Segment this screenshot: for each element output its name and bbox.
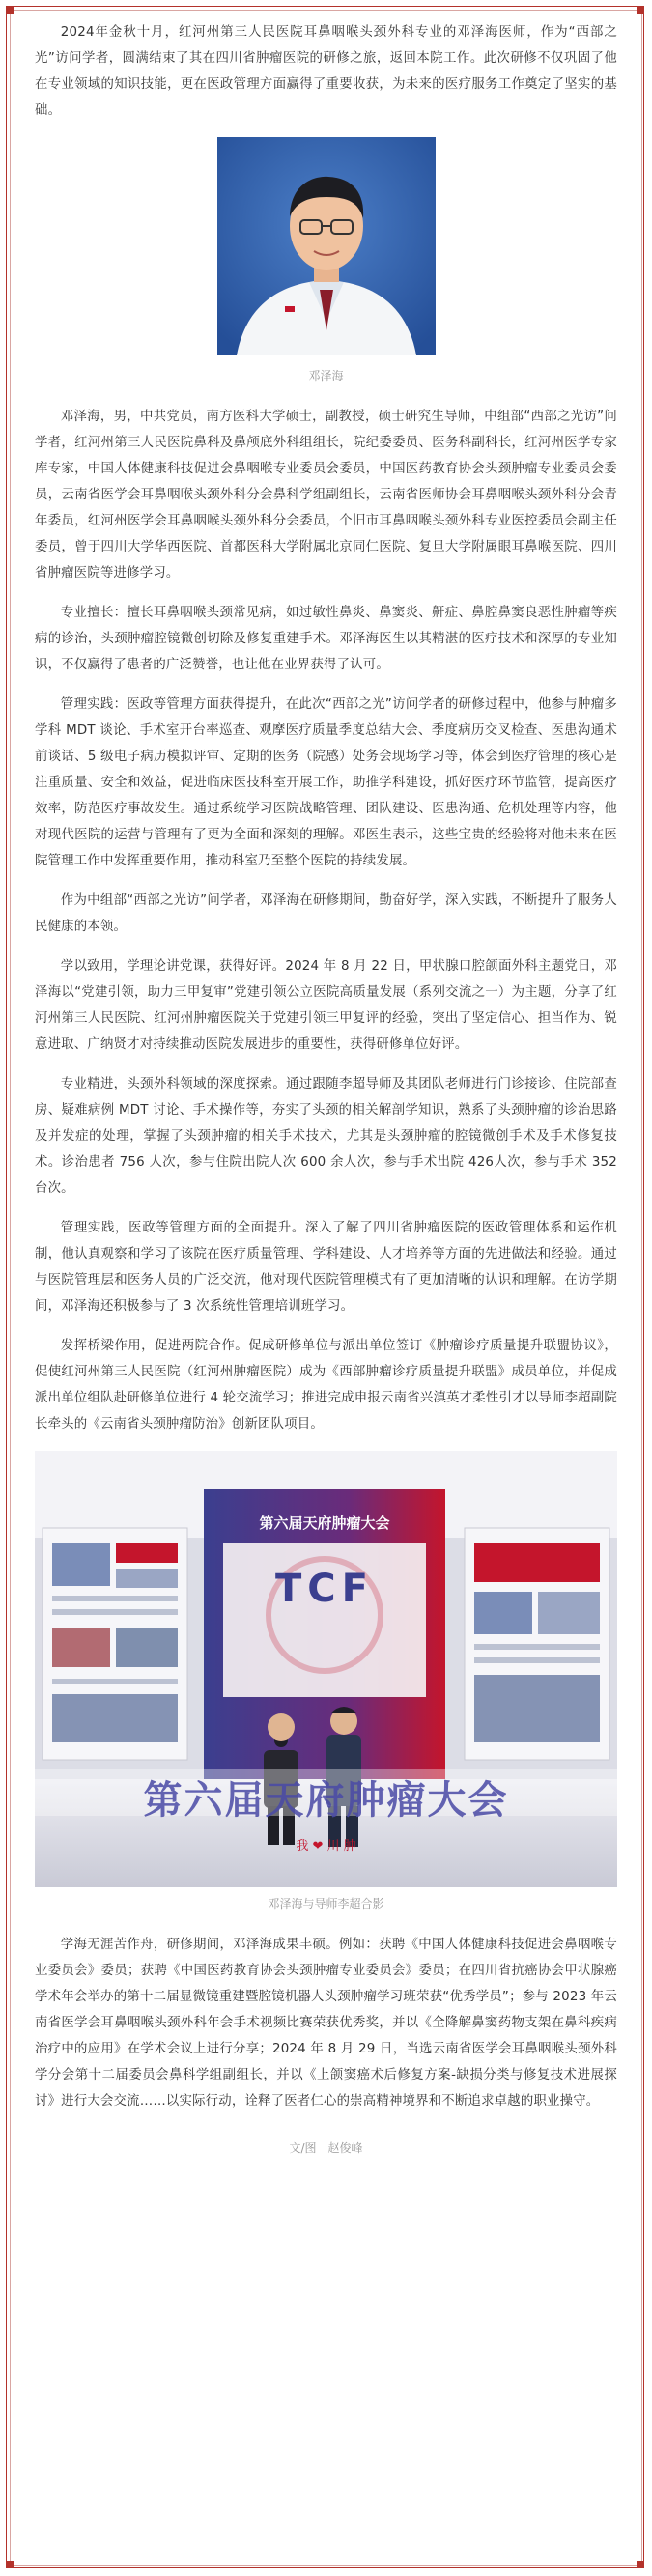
admin-practice-paragraph: 管理实践，医政等管理方面的全面提升。深入了解了四川省肿瘤医院的医政管理体系和运作机制，他认真观察和学习了该院在医疗质量管理、学科建设、人才培养等方面的先进做法和经验。通过与医院管理层和医务人员的广泛交流，他对现代医院管理模式有了更加清晰的认识和理解。在访学期间，邓泽海还积极参与了 3 次系统性管理培训班学习。: [35, 1221, 617, 1314]
banner-title: 第六届天府肿瘤大会: [259, 1514, 390, 1532]
head-neck-paragraph: 专业精进，头颈外科领域的深度探索。通过跟随李超导师及其团队老师进行门诊接诊、住院部查房、疑难病例 MDT 讨论、手术操作等，夯实了头颈的相关解剖学知识，熟系了头颈肿瘤的诊治思路及并发症的处理，掌握了头颈肿瘤的相关手术技术，尤其是头颈肿瘤的腔镜微创手术及手术修复技术。诊治患者 756 人次，参与住院出院人次 600 余人次，参与手术出院 426人次，参与手术 352 台次。: [35, 1077, 617, 1196]
management-paragraph: 管理实践：医政等管理方面获得提升，在此次“西部之光”访问学者的研修过程中，他参与肿瘤多学科 MDT 谈论、手术室开台率巡查、观摩医疗质量季度总结大会、季度病历交叉检查、医患沟通术前谈话、5 级电子病历模拟评审、定期的医务（院感）处务会现场学习等，体会到医疗管理的核心是注重质量、安全和效益，促进临床医技科室开展工作，助推学科建设，抓好医疗环节监管，提高医疗效率，防范医疗事故发生。通过系统学习医院战略管理、团队建设、医患沟通、危机处理等内容，他对现代医院的运营与管理有了更为全面和深刻的理解。邓医生表示，这些宝贵的经验将对他未来在医院管理工作中发挥重要作用，推动科室乃至整个医院的持续发展。: [35, 697, 617, 868]
portrait-caption: 邓泽海: [308, 369, 344, 382]
corner-ornament: [637, 6, 644, 14]
corner-ornament: [637, 2561, 644, 2568]
portrait-illustration: [217, 137, 436, 355]
achievements-paragraph: 学海无涯苦作舟，研修期间，邓泽海成果丰硕。例如：获聘《中国人体健康科技促进会鼻咽喉专业委员会》委员；获聘《中国医药教育协会头颈肿瘤专业委员会》委员；在四川省抗癌协会甲状腺癌学术年会举办的第十二届显微镜重建暨腔镜机器人头颈肿瘤学习班荣获“优秀学员”；参与 2023 年云南省医学会耳鼻咽喉头颈外科年会手术视频比赛荣获优秀奖，并以《全降解鼻窦药物支架在鼻科疾病治疗中的应用》在学术会议上进行分享；2024 年 8 月 29 日，当选云南省医学会耳鼻咽喉头颈外科学分会第十二届委员会鼻科学组副组长，并以《上颌窦癌术后修复方案-缺损分类与修复技术进展探讨》进行大会交流……以实际行动，诠释了医者仁心的崇高精神境界和不断追求卓越的职业操守。: [35, 1938, 617, 2109]
party-lecture-paragraph: 学以致用，学理论讲党课，获得好评。2024 年 8 月 22 日，甲状腺口腔颌面外科主题党日，邓泽海以“党建引领，助力三甲复审”党建引领公立医院高质量发展（系列交流之一）为主题，分享了红河州第三人民医院、红河州肿瘤医院关于党建引领三甲复评的经验，突出了坚定信心、担当作为、锐意进取、广纳贤才对持续推动医院发展进步的重要性，获得研修单位好评。: [35, 959, 617, 1052]
author-credit: 文/图 赵俊峰: [289, 2141, 363, 2155]
portrait-figure: [35, 137, 617, 384]
scholar-paragraph: 作为中组部“西部之光访”问学者，邓泽海在研修期间，勤奋好学，深入实践，不断提升了服务人民健康的本领。: [35, 893, 617, 934]
conference-caption: 邓泽海与导师李超合影: [268, 1897, 384, 1911]
conference-photo[interactable]: [35, 1451, 617, 1887]
portrait-photo[interactable]: [217, 137, 436, 355]
cooperation-paragraph: 发挥桥梁作用，促进两院合作。促成研修单位与派出单位签订《肿瘤诊疗质量提升联盟协议》，促使红河州第三人民医院（红河州肿瘤医院）成为《西部肿瘤诊疗质量提升联盟》成员单位，并促成派出单位组队赴研修单位进行 4 轮交流学习；推进完成申报云南省兴滇英才柔性引才以导师李超副院长牵头的《云南省头颈肿瘤防治》创新团队项目。: [35, 1339, 617, 1431]
conference-logo: TCF: [275, 1567, 374, 1611]
specialty-paragraph: 专业擅长：擅长耳鼻咽喉头颈常见病，如过敏性鼻炎、鼻窦炎、鼾症、鼻腔鼻窦良恶性肿瘤等疾病的诊治，头颈肿瘤腔镜微创切除及修复重建手术。邓泽海医生以其精湛的医疗技术和深厚的专业知识，不仅赢得了患者的广泛赞誉，也让他在业界获得了认可。: [35, 606, 617, 672]
bio-paragraph: 邓泽海，男，中共党员，南方医科大学硕士，副教授，硕士研究生导师，中组部“西部之光访”问学者，红河州第三人民医院鼻科及鼻颅底外科组组长，院纪委委员、医务科副科长，红河州医学专家库专家，中国人体健康科技促进会鼻咽喉专业委员会委员，中国医药教育协会头颈肿瘤专业委员会委员，云南省医学会耳鼻咽喉头颈外科分会鼻科学组副组长，云南省医师协会耳鼻咽喉头颈外科分会青年委员，红河州医学会耳鼻咽喉头颈外科分会委员，个旧市耳鼻咽喉头颈外科专业医控委员会副主任委员，曾于四川大学华西医院、首都医科大学附属北京同仁医院、复旦大学附属眼耳鼻喉医院、四川省肿瘤医院等进修学习。: [35, 410, 617, 580]
stage-title: 第六届天府肿瘤大会: [143, 1778, 509, 1823]
intro-paragraph: 2024年金秋十月，红河州第三人民医院耳鼻咽喉头颈外科专业的邓泽海医师，作为“西部之光”访问学者，圆满结束了其在四川省肿瘤医院的研修之旅，返回本院工作。此次研修不仅巩固了他在专业领域的知识技能，更在医政管理方面赢得了重要收获，为未来的医疗服务工作奠定了坚实的基础。: [35, 25, 617, 118]
article-body: [35, 19, 617, 2156]
slogan: 我 ❤ 川 肿: [296, 1839, 356, 1854]
corner-ornament: [6, 6, 14, 14]
corner-ornament: [6, 2561, 14, 2568]
